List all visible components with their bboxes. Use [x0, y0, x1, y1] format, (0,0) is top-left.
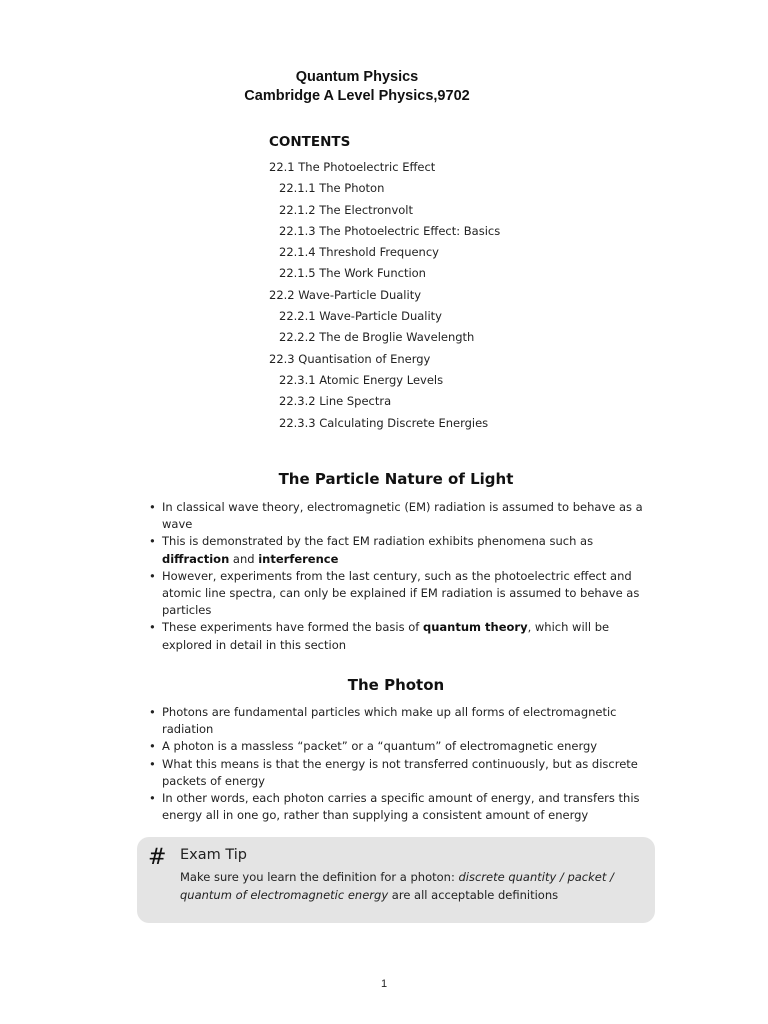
- exam-tip-body: [180, 868, 642, 904]
- term-diffraction: diffraction: [162, 551, 230, 566]
- list-item: [149, 568, 659, 620]
- list-item: • What this means is that the energy is not transferred continuously, but as discrete packets of energy: [149, 756, 659, 790]
- exam-tip-box: [137, 837, 655, 923]
- document-subtitle: Cambridge A Level Physics,9702: [244, 88, 470, 104]
- term-interference: interference: [258, 551, 339, 566]
- list-item-text: In classical wave theory, electromagnetic (EM) radiation is assumed to behave as a wave: [162, 500, 643, 532]
- toc-item: 22.3.3 Calculating Discrete Energies: [279, 415, 489, 430]
- document-title: Quantum Physics: [295, 69, 419, 85]
- list-item-text: These experiments have formed the basis of: [162, 620, 423, 635]
- toc-item: 22.1.1 The Photon: [279, 181, 385, 196]
- table-of-contents: [269, 134, 500, 434]
- photon-list: [149, 704, 659, 824]
- toc-item: 22.3 Quantisation of Energy: [269, 351, 431, 366]
- list-item-text: , which will be explored in detail in this section: [162, 620, 610, 652]
- photon-heading: The Photon: [347, 676, 445, 694]
- list-item: • Photons are fundamental particles which make up all forms of electromagnetic radiation: [149, 704, 659, 738]
- toc-item: 22.1 The Photoelectric Effect: [269, 160, 436, 174]
- toc-item: 22.2.2 The de Broglie Wavelength: [279, 330, 475, 345]
- exam-tip-definition: discrete quantity / packet / quantum of electromagnetic energy: [180, 870, 614, 902]
- particle-nature-heading: The Particle Nature of Light: [278, 470, 514, 488]
- list-item-text: However, experiments from the last century, such as the photoelectric effect and atomic line spectra, can only be explained if EM radiation is assumed to behave as particles: [162, 568, 640, 618]
- exam-tip-title: Exam Tip: [180, 847, 248, 863]
- list-item-text: and: [229, 551, 259, 566]
- contents-heading: CONTENTS: [269, 134, 351, 150]
- toc-item: 22.1.5 The Work Function: [279, 266, 426, 281]
- toc-item: 22.1.2 The Electronvolt: [279, 202, 413, 217]
- exam-tip-text: Make sure you learn the definition for a photon:: [180, 870, 459, 884]
- particle-nature-list: [149, 499, 659, 654]
- toc-item: 22.3.2 Line Spectra: [279, 394, 392, 409]
- toc-item: 22.1.4 Threshold Frequency: [279, 245, 439, 260]
- term-quantum-theory: quantum theory: [422, 620, 528, 635]
- list-item: • A photon is a massless “packet” or a “quantum” of electromagnetic energy: [149, 738, 659, 755]
- hash-icon: #: [148, 845, 167, 870]
- list-item-text: This is demonstrated by the fact EM radiation exhibits phenomena such as: [162, 534, 594, 549]
- list-item: [149, 533, 659, 567]
- toc-item: 22.2 Wave-Particle Duality: [269, 287, 422, 302]
- document-title-block: [0, 68, 714, 106]
- toc-item: 22.1.3 The Photoelectric Effect: Basics: [279, 223, 501, 238]
- list-item: [149, 499, 659, 533]
- list-item: [149, 619, 659, 653]
- toc-item: 22.2.1 Wave-Particle Duality: [279, 309, 442, 324]
- page-number: 1: [380, 978, 388, 990]
- exam-tip-text: are all acceptable definitions: [388, 888, 559, 902]
- toc-list: [269, 157, 500, 434]
- toc-item: 22.3.1 Atomic Energy Levels: [279, 372, 444, 387]
- list-item: • In other words, each photon carries a specific amount of energy, and transfers this energy all in one go, rather than supplying a consistent amount of energy: [149, 790, 659, 824]
